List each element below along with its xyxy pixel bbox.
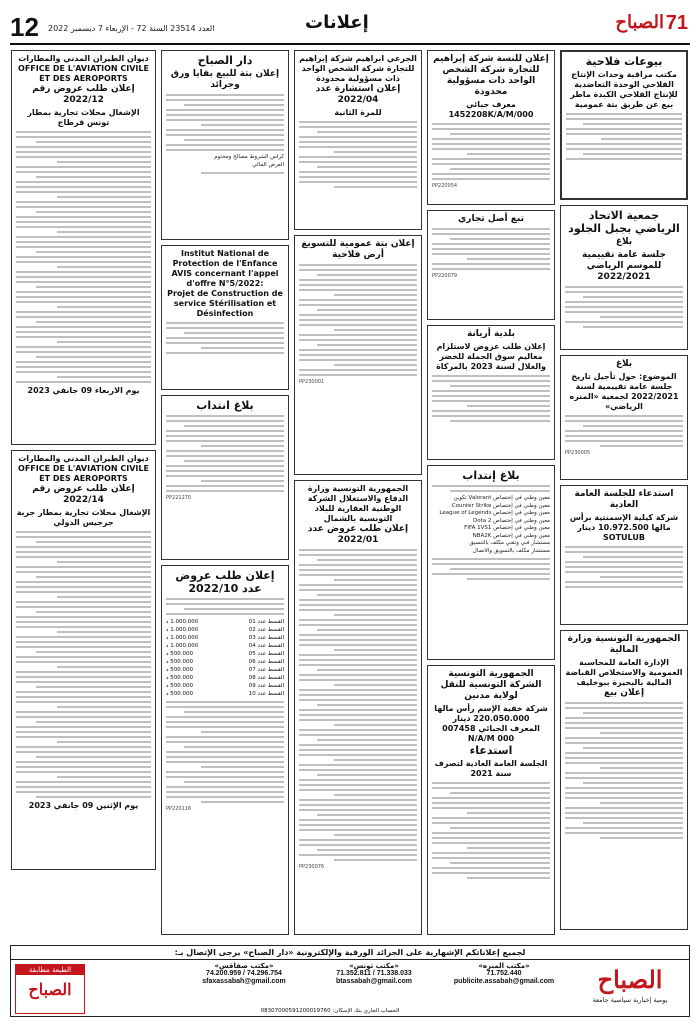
logo-text: الصباح — [597, 965, 663, 994]
job-item: معين وطني في إختصاص Valorant تكوين — [453, 495, 550, 501]
ad-recruitment[interactable] — [161, 395, 289, 560]
ad-sports-club-meeting[interactable] — [560, 205, 688, 350]
ad-subtitle: إعلان بيع — [603, 688, 645, 698]
ad-farmland-lease[interactable] — [294, 235, 422, 475]
column-3 — [294, 50, 422, 940]
ad-heading: الموضوع: حول تأجيل تاريخ جلسة عامة تقييمية لسنة 2022/2021 لجمعية «المنزه الرياضي» — [569, 372, 679, 411]
office-sfax — [184, 962, 304, 986]
ad-reference: PP230001 — [299, 379, 325, 385]
office-email[interactable]: publicite.assabah@gmail.com — [453, 978, 555, 985]
ad-reference: PP220054 — [432, 183, 458, 189]
ad-heading: إعلان استشارة عدد 2022/04 — [315, 84, 401, 105]
ad-title: إعلان طلب عروض عدد 2022/10 — [175, 569, 275, 595]
job-item: معين وطني في إختصاص League of Legends — [439, 510, 550, 516]
ad-ariana-tender[interactable] — [427, 325, 555, 460]
ad-consultation[interactable] — [294, 50, 422, 230]
lot-row: القسط عدد 07 500.000 د — [166, 667, 284, 673]
ad-code: معرف جبائي 1452208K/A/M/000 — [448, 100, 534, 119]
ad-oaca-tender-2[interactable] — [11, 450, 156, 870]
ad-agricultural-sales[interactable] — [560, 50, 688, 200]
ad-org: ديوان الطيران المدني والمطارات OFFICE DE L'AVIATION CIVILE ET DES AEROPORTS — [18, 454, 149, 483]
ad-subtitle: الإشغال محلات تجارية بمطار جربة جرجيس الدولي — [16, 508, 151, 527]
footer-logo-right[interactable] — [575, 964, 685, 1014]
ad-company: شركة كيلية الإسمنتية برأس مالها 10.972.500 دينار — [569, 513, 679, 532]
ad-org: ديوان الطيران المدني والمطارات OFFICE DE L'AVIATION CIVILE ET DES AEROPORTS — [18, 54, 149, 83]
ad-title: Institut National de Protection de l'Enfance — [172, 249, 278, 268]
ad-reference: PP230005 — [565, 450, 591, 456]
ad-deadline: يوم الاربعاء 09 جانفي 2023 — [27, 386, 140, 395]
lot-row: القسط عدد 06 500.000 د — [166, 659, 284, 665]
header-divider — [10, 43, 690, 45]
lot-row: القسط عدد 04 1.000.000 د — [166, 643, 284, 649]
ad-heading: جلسة عامة تقييمية للموسم الرياضي 2022/2021 — [582, 250, 666, 282]
ad-title: بلدية أريانة — [466, 329, 516, 339]
column-1 — [560, 50, 688, 940]
ad-body-heading: بيع عن طريق بتة عمومية — [574, 100, 674, 109]
column-4 — [161, 50, 289, 940]
ad-title: الجرعي ابراهيم شركة إبراهيم للتجارة شركة الشخص الواحد ذات مسؤولية محدودة — [299, 54, 417, 83]
job-item: معين وطني في إختصاص Dota 2 — [473, 517, 550, 524]
office-email[interactable]: sfaxassabah@gmail.com — [202, 978, 286, 985]
footer-banner: لجميع إعلاناتكم الإشهارية على الجرائد الورقية والإلكترونية «دار الصباح» يرجى الإتصال بـ: — [11, 946, 689, 960]
ad-title: إعلان بتة عمومية للتسويغ أرض فلاحية — [301, 239, 415, 260]
lot-row: القسط عدد 09 500.000 د — [166, 683, 284, 689]
job-item: معين وطني في إختصاص FIFA 1VS1 — [464, 525, 550, 531]
lot-row: القسط عدد 08 500.000 د — [166, 675, 284, 681]
ad-company-notice[interactable] — [427, 50, 555, 205]
lot-row: القسط عدد 03 1.000.000 د — [166, 635, 284, 641]
office-phone[interactable]: 71.352.811 / 71.338.033 — [336, 970, 412, 977]
page-header — [10, 12, 690, 42]
job-item: مستشار فني وتقني مكلف بالتنسيق — [469, 540, 550, 546]
logo-tagline: يومية إخبارية سياسية جامعة — [592, 996, 668, 1004]
list-item: العرض المالي — [252, 161, 284, 168]
ad-heading: إعلان بتة للبيع بقايا ورق وجرائد — [170, 69, 280, 90]
ad-general-assembly[interactable] — [560, 485, 688, 625]
job-item: معين وطني في إختصاص Counter Strike — [451, 502, 550, 509]
office-tunis — [314, 962, 434, 986]
section-title: إعلانات — [305, 12, 369, 33]
ad-title: استدعاء للجلسة العامة العادية — [574, 489, 674, 510]
ad-title: جمعية الاتحاد الرياضي بجبل الجلود — [568, 209, 680, 235]
ad-heading: استدعاء — [469, 744, 513, 757]
ad-title: تبع أصل تجاري — [458, 214, 524, 224]
ad-title: بلاغ انتداب — [196, 399, 254, 412]
list-item: كراس الشروط مصالح ومختوم — [214, 154, 284, 160]
job-item: معين وطني في إختصاص NBA2K — [472, 532, 550, 539]
ad-subtitle: الجلسة العامة العادية لتصرف سنة 2021 — [434, 759, 548, 778]
ad-meeting-postponed[interactable] — [560, 355, 688, 480]
ad-dar-assabah-auction[interactable] — [161, 50, 289, 240]
column-5 — [11, 50, 156, 940]
office-name: «مكتب تونس» — [349, 962, 399, 970]
ad-title: دار الصباح — [197, 54, 253, 67]
ad-title: الجمهورية التونسية الشركة التونسية للنقل لولاية مدنين — [440, 669, 542, 701]
ad-heading: AVIS concernant l'appel d'offre N°5/2022: — [171, 269, 279, 288]
ad-reference: PP220079 — [432, 273, 458, 279]
ad-heading: إعلان طلب عروض عدد 2022/01 — [307, 524, 409, 545]
bank-account-line: الحساب الجاري بنك الإسكان: 08307000591200019760 — [260, 1008, 400, 1014]
logo-number: 71 — [665, 12, 688, 34]
logo-text: الصباح — [28, 980, 72, 999]
ad-title: بلاغ — [615, 359, 633, 369]
office-phone[interactable]: 71.752.440 — [486, 970, 522, 977]
logo-caption: الطبعة مطابقة — [16, 965, 84, 975]
footer-logo-left[interactable] — [15, 964, 85, 1014]
ad-business-sale[interactable] — [427, 210, 555, 320]
ad-reference: PP220116 — [166, 806, 192, 812]
ad-reference: PP221270 — [166, 495, 192, 501]
office-name: «مكتب المنزه» — [478, 962, 530, 970]
ad-text-lines — [566, 113, 682, 160]
ad-subtitle: للمرة الثانية — [334, 108, 382, 117]
ad-heading: الإدارة العامة للمحاسبة العمومية والاستخلاص القباضة المالية بالبحيرة ببوخليف — [565, 658, 683, 687]
ad-capital: شركة خفية الإسم رأس مالها 220.050.000 دينار — [434, 704, 548, 723]
ad-title: إعلان للنسة شركة إبراهيم للتجارة شركة الشخص الواحد ذات مسؤولية محدودة — [433, 54, 549, 97]
ad-title: بلاغ إنتداب — [462, 469, 520, 482]
office-email[interactable]: btassabah@gmail.com — [335, 978, 413, 985]
lot-row: القسط عدد 01 1.000.000 د — [166, 619, 284, 625]
ad-recruitment-esports[interactable] — [427, 465, 555, 660]
ad-title: الجمهورية التونسية وزارة المالية — [567, 634, 681, 655]
ad-oaca-tender-1[interactable] — [11, 50, 156, 445]
newspaper-logo[interactable] — [570, 12, 690, 38]
ad-transport-company[interactable] — [427, 665, 555, 935]
ad-institut-protection[interactable] — [161, 245, 289, 390]
column-2 — [427, 50, 555, 940]
issue-info: العدد 23514 السنة 72 - الإربعاء 7 ديسمبر 2022 — [48, 24, 215, 33]
ad-subtitle: Projet de Construction de service Stérilisation et Désinfection — [167, 289, 283, 318]
ad-deadline: يوم الإثنين 09 جانفي 2023 — [28, 801, 139, 810]
ad-tender-lots[interactable] — [161, 565, 289, 935]
ad-ministry-finance[interactable] — [560, 630, 688, 930]
advertising-contact-footer — [10, 945, 690, 1017]
ad-code: المعرف الجبائي 007458 N/A/M 000 — [442, 724, 540, 743]
ad-title: بيوعات فلاحية — [585, 55, 663, 68]
ad-subtitle: بلاغ — [615, 237, 633, 247]
logo-text: الصباح — [615, 12, 664, 33]
ad-heading: إعلان طلب عروض رقم 2022/14 — [32, 484, 135, 505]
ad-reference: PP230076 — [299, 864, 325, 870]
job-item: مستشار مكلف بالتسويق والاتصال — [472, 547, 550, 554]
ad-title: الجمهورية التونسية وزارة الدفاع والاستغلال الشركة الوطنية العقارية للبلاد التونسية بالشمال — [307, 484, 409, 523]
office-phone[interactable]: 74.200.959 / 74.296.754 — [206, 970, 282, 977]
ad-national-real-estate[interactable] — [294, 480, 422, 935]
ad-code: SOTULUB — [603, 533, 645, 542]
ad-heading: إعلان طلب عروض لاستلزام معاليم سوق الجملة للخضر والغلال لسنة 2023 بالمركاة — [436, 342, 546, 371]
office-name: «مكتب صفاقس» — [214, 962, 274, 970]
ad-heading: إعلان طلب عروض رقم 2022/12 — [32, 84, 135, 105]
page-number: 12 — [10, 12, 39, 42]
lot-row: القسط عدد 10 500.000 د — [166, 691, 284, 697]
lot-row: القسط عدد 02 1.000.000 د — [166, 627, 284, 633]
office-menzah — [444, 962, 564, 986]
ad-subtitle: مكتب مراقبة وحدات الإنتاج الفلاحي الوحدة التعاضدية للإنتاج الفلاحي الكبدة ماطر — [570, 70, 678, 99]
ad-subtitle: الإشغال محلات تجارية بمطار تونس قرطاج — [27, 108, 140, 127]
lot-row: القسط عدد 05 500.000 د — [166, 651, 284, 657]
